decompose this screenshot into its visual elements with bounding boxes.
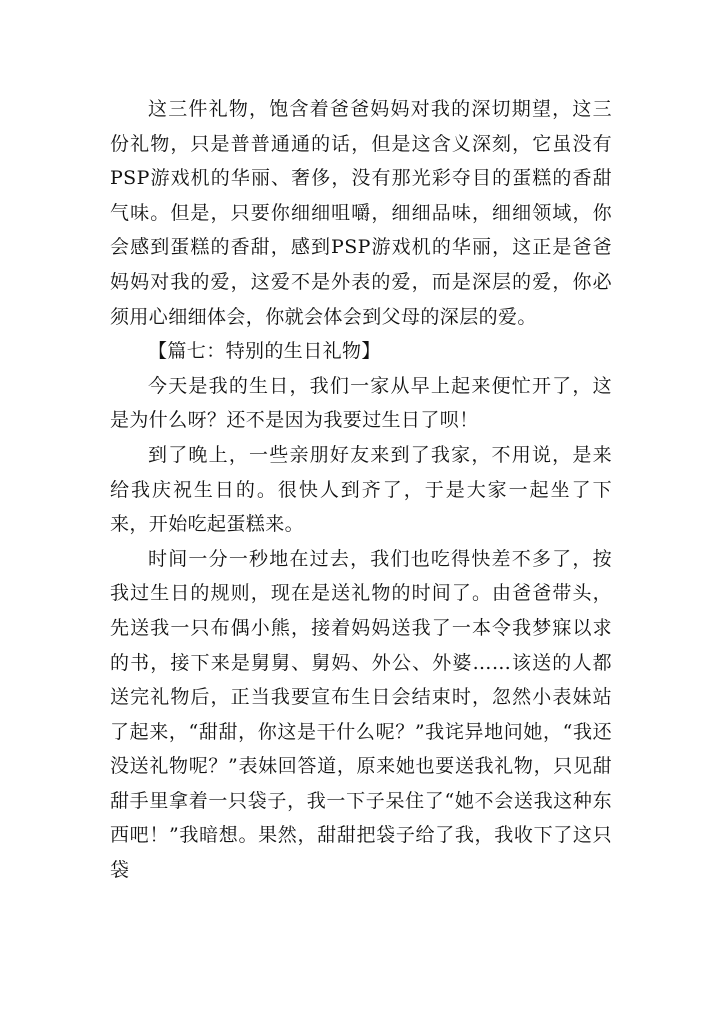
paragraph-gifts-meaning: 这三件礼物，饱含着爸爸妈妈对我的深切期望，这三份礼物，只是普普通通的话，但是这含义深刻，它虽没有PSP游戏机的华丽、奢侈，没有那光彩夺目的蛋糕的香甜气味。但是，只要你细细咀嚼，细细品味，细细领域，你会感到蛋糕的香甜，感到PSP游戏机的华丽，这正是爸爸妈妈对我的爱，这爱不是外表的爱，而是深层的爱，你必须用心细细体会，你就会体会到父母的深层的爱。 bbox=[110, 98, 612, 328]
paragraph-evening-guests: 到了晚上，一些亲朋好友来到了我家，不用说，是来给我庆祝生日的。很快人到齐了，于是大家一起坐了下来，开始吃起蛋糕来。 bbox=[110, 443, 612, 536]
paragraph-gift-giving: 时间一分一秒地在过去，我们也吃得快差不多了，按我过生日的规则，现在是送礼物的时间了。由爸爸带头，先送我一只布偶小熊，接着妈妈送我了一本令我梦寐以求的书，接下来是舅舅、舅妈、外公、外婆……该送的人都送完礼物后，正当我要宣布生日会结束时，忽然小表妹站了起来，“甜甜，你这是干什么呢？”我诧异地问她，“我还没送礼物呢？”表妹回答道，原来她也要送我礼物，只见甜甜手里拿着一只袋子，我一下子呆住了“她不会送我这种东西吧！”我暗想。果然，甜甜把袋子给了我，我收下了这只袋 bbox=[110, 547, 612, 882]
paragraph-birthday-morning: 今天是我的生日，我们一家从早上起来便忙开了，这是为什么呀？还不是因为我要过生日了呗！ bbox=[110, 374, 612, 432]
section-heading: 【篇七：特别的生日礼物】 bbox=[148, 340, 381, 363]
document-body bbox=[110, 92, 612, 888]
